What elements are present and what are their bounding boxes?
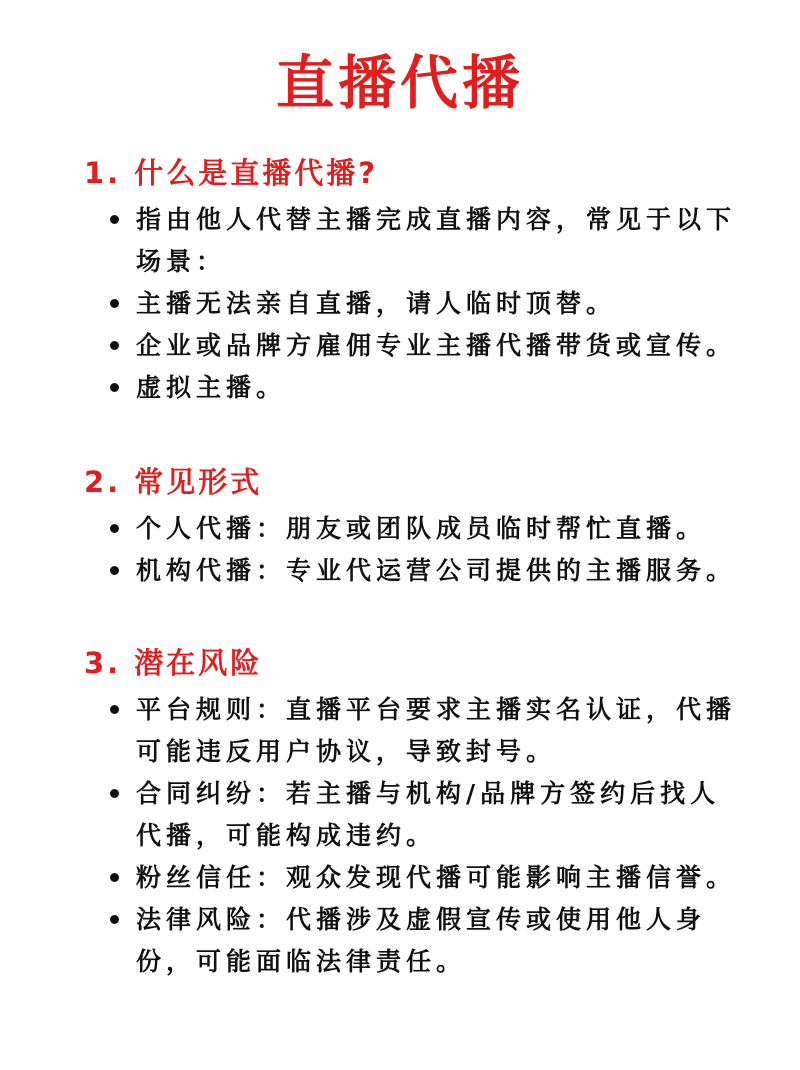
bullet-icon bbox=[110, 215, 119, 224]
list-item-text: 企业或品牌方雇佣专业主播代播带货或宣传。 bbox=[136, 331, 737, 360]
page-title: 直播代播 bbox=[275, 49, 524, 117]
list-item bbox=[84, 199, 736, 283]
list-item bbox=[84, 283, 736, 325]
list-item bbox=[84, 689, 736, 773]
bullet-list bbox=[84, 508, 764, 592]
list-item bbox=[84, 773, 736, 857]
list-item bbox=[84, 325, 736, 367]
list-item bbox=[84, 508, 736, 550]
list-item bbox=[84, 857, 736, 899]
bullet-icon bbox=[110, 873, 119, 882]
list-item-text: 指由他人代替主播完成直播内容，常见于以下场景： bbox=[136, 205, 737, 276]
bullet-icon bbox=[110, 383, 119, 392]
section-heading: 3. 潜在风险 bbox=[84, 646, 263, 680]
bullet-icon bbox=[110, 705, 119, 714]
list-item bbox=[84, 899, 736, 983]
list-item-text: 个人代播：朋友或团队成员临时帮忙直播。 bbox=[136, 514, 707, 543]
list-item-text: 法律风险：代播涉及虚假宣传或使用他人身份，可能面临法律责任。 bbox=[136, 905, 707, 976]
bullet-list bbox=[84, 199, 764, 409]
list-item-text: 虚拟主播。 bbox=[136, 373, 287, 402]
bullet-icon bbox=[110, 789, 119, 798]
bullet-icon bbox=[110, 299, 119, 308]
bullet-icon bbox=[110, 566, 119, 575]
list-item-text: 粉丝信任：观众发现代播可能影响主播信誉。 bbox=[136, 863, 737, 892]
section-heading: 2. 常见形式 bbox=[84, 465, 263, 499]
list-item-text: 机构代播：专业代运营公司提供的主播服务。 bbox=[136, 556, 737, 585]
bullet-icon bbox=[110, 524, 119, 533]
list-item bbox=[84, 367, 736, 409]
section-risks bbox=[84, 643, 764, 983]
bullet-list bbox=[84, 689, 764, 983]
bullet-icon bbox=[110, 915, 119, 924]
list-item-text: 平台规则：直播平台要求主播实名认证，代播可能违反用户协议，导致封号。 bbox=[136, 695, 737, 766]
list-item-text: 合同纠纷：若主播与机构/品牌方签约后找人代播，可能构成违约。 bbox=[136, 779, 721, 850]
section-common-forms bbox=[84, 462, 764, 592]
section-what-is bbox=[84, 153, 764, 409]
section-heading: 1. 什么是直播代播? bbox=[84, 156, 379, 190]
list-item bbox=[84, 550, 736, 592]
bullet-icon bbox=[110, 341, 119, 350]
list-item-text: 主播无法亲自直播，请人临时顶替。 bbox=[136, 289, 617, 318]
